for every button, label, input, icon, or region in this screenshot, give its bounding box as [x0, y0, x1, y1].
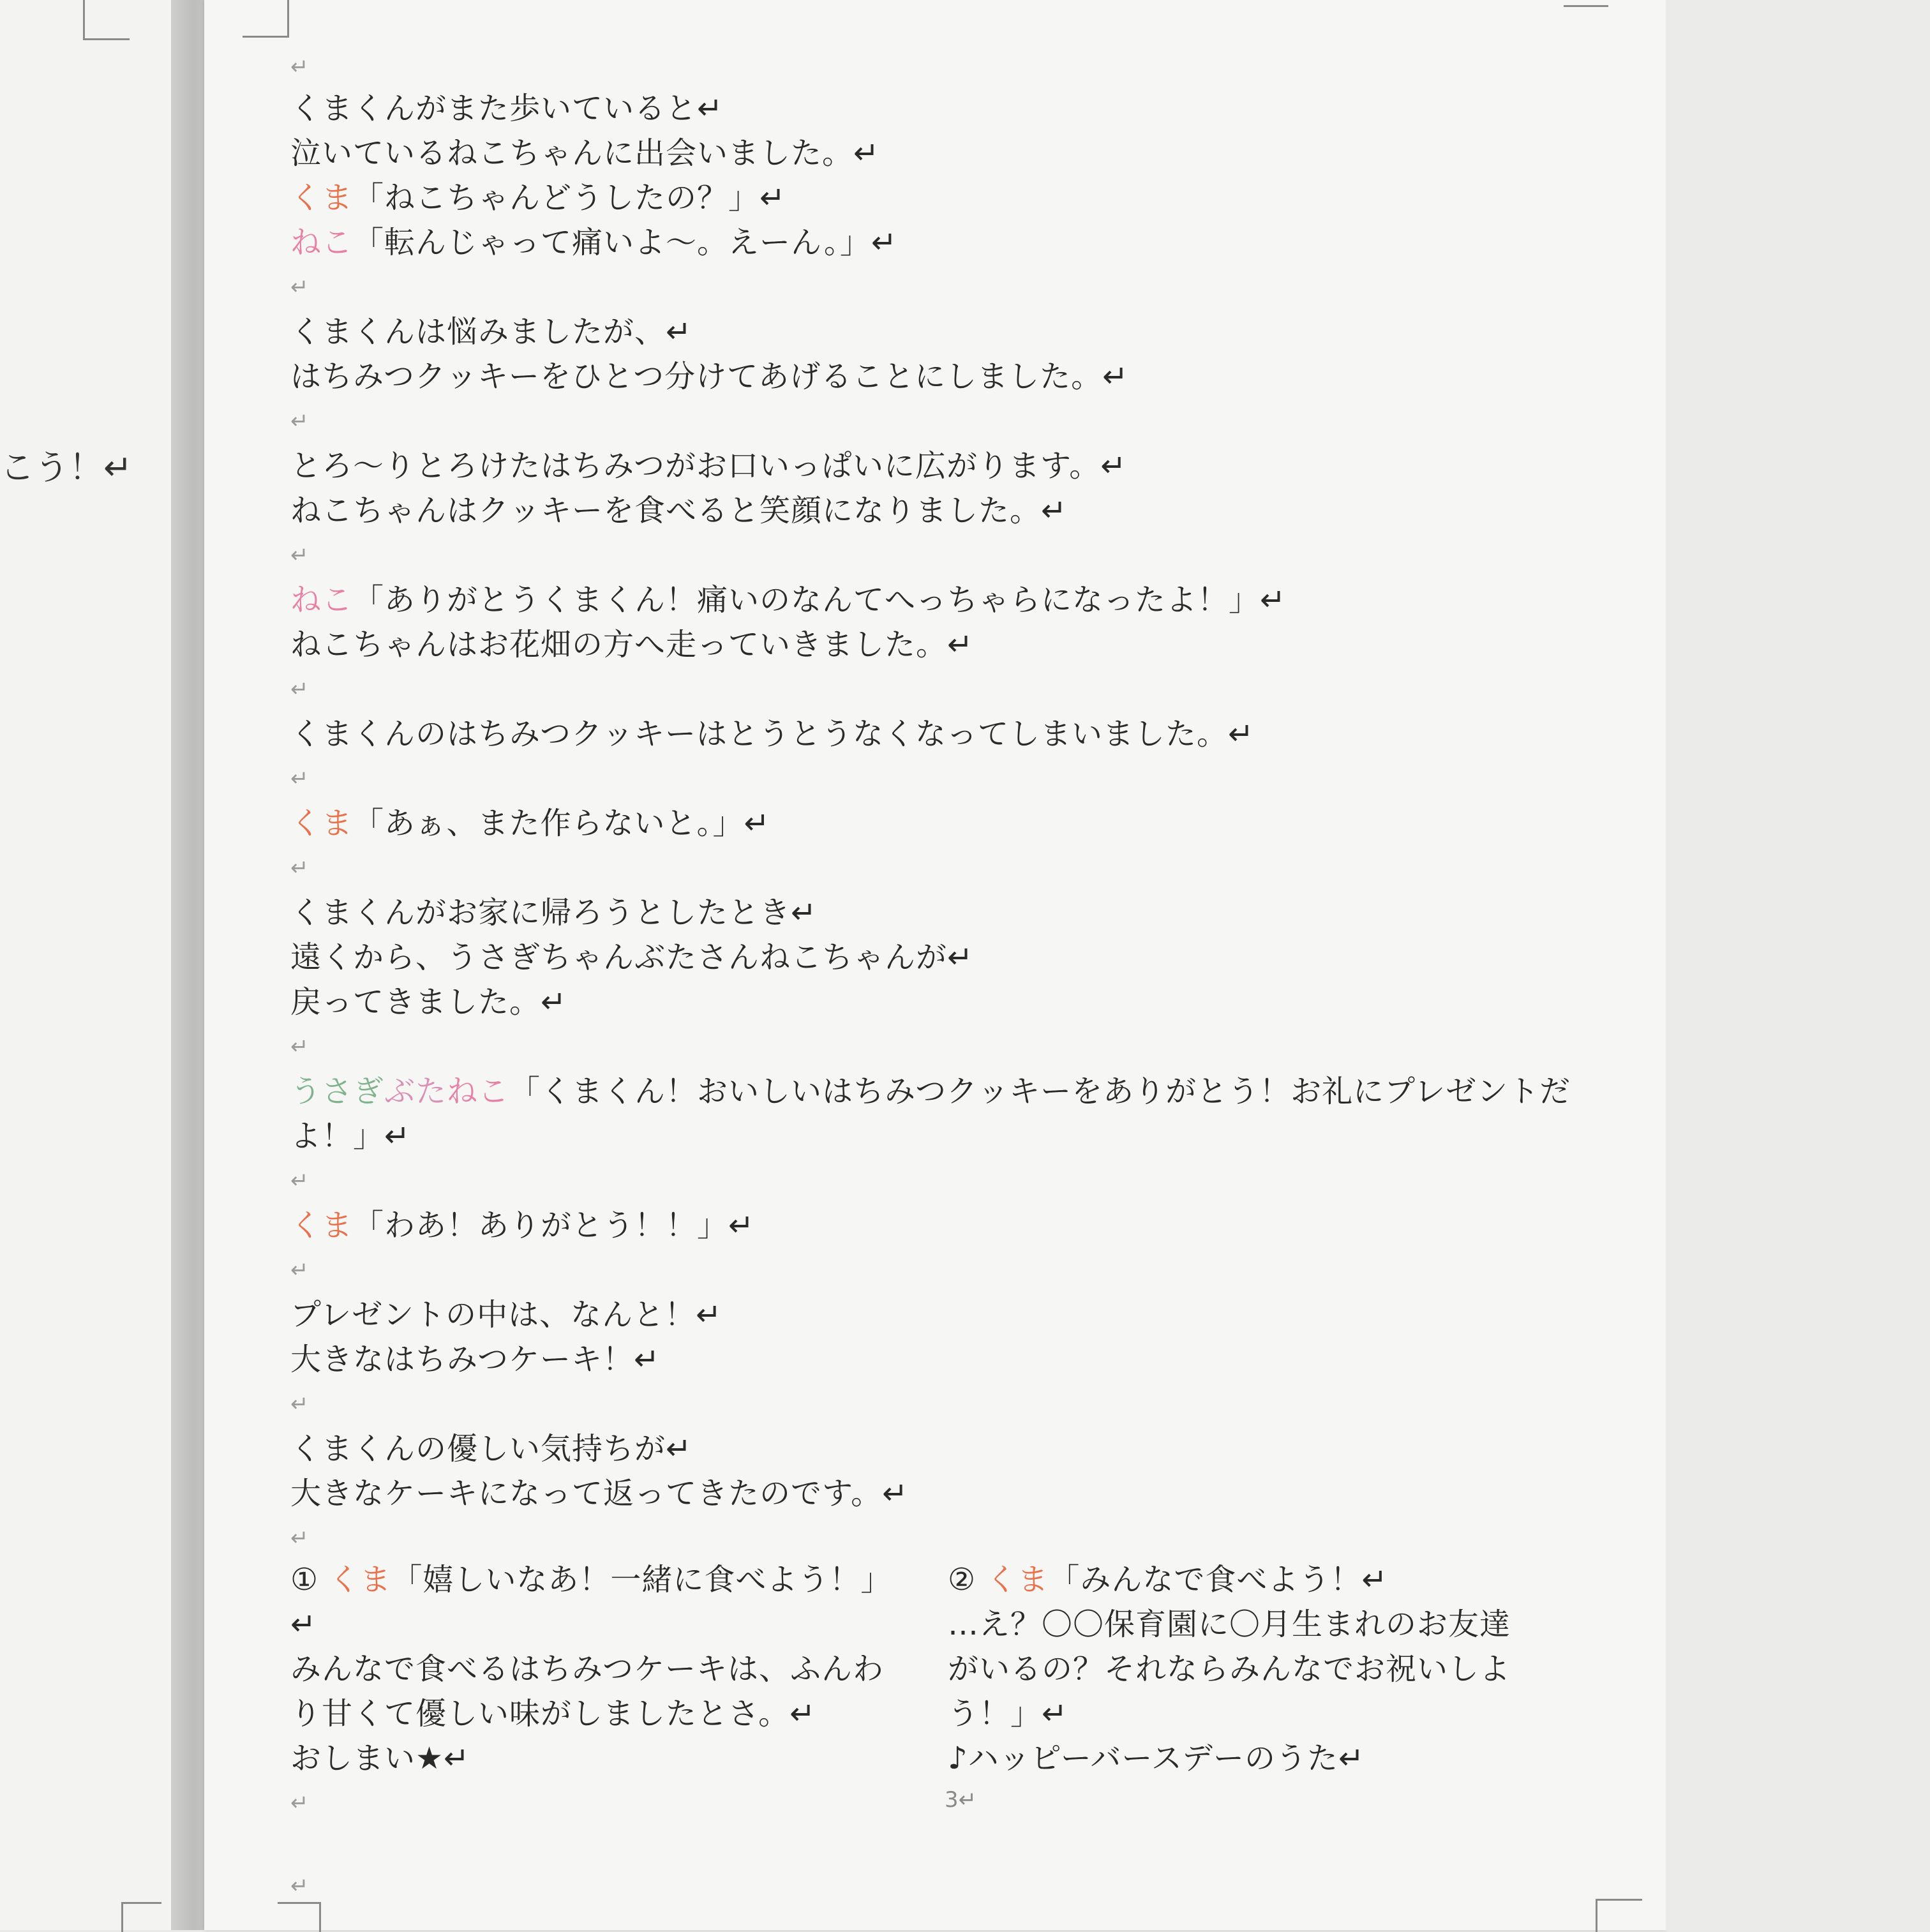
- empty-paragraph-mark: ↵: [290, 543, 310, 568]
- empty-paragraph-mark: ↵: [290, 1257, 310, 1283]
- speaker-buta: ぶた: [384, 1074, 447, 1109]
- crop-mark: [83, 0, 130, 40]
- empty-paragraph-mark: ↵: [290, 54, 310, 80]
- option-number: ②: [948, 1562, 976, 1598]
- section-break-mark: 3↵: [945, 1787, 977, 1813]
- dialogue-text: 「転んじゃって痛いよ～。えーん。」↵: [353, 225, 898, 260]
- text-line: 大きなはちみつケーキ！↵: [290, 1342, 661, 1377]
- dialogue-text: 「わあ！ありがとう！！」↵: [353, 1208, 755, 1243]
- dialogue-text: 「ねこちゃんどうしたの？」↵: [353, 180, 786, 216]
- speaker-neko: ねこ: [290, 582, 354, 618]
- text-line: よ！」↵: [290, 1118, 411, 1154]
- option-number: ①: [290, 1562, 319, 1598]
- empty-paragraph-mark: ↵: [290, 1525, 310, 1551]
- text-line: 大きなケーキになって返ってきたのです。↵: [290, 1476, 909, 1511]
- empty-paragraph-mark: ↵: [290, 1168, 310, 1194]
- empty-paragraph-mark: ↵: [290, 677, 310, 702]
- crop-mark: [243, 0, 289, 38]
- dialogue-line: [290, 220, 1631, 265]
- dialogue-line: [290, 1203, 1631, 1248]
- dialogue-text: 「あぁ、また作らないと。」↵: [353, 805, 770, 841]
- dialogue-text: 「ありがとうくまくん！痛いのなんてへっちゃらになったよ！」↵: [353, 582, 1287, 618]
- dialogue-text: 「みんなで食べよう！↵: [1049, 1562, 1388, 1598]
- crop-mark: [121, 1902, 161, 1932]
- empty-paragraph-mark: ↵: [290, 1034, 310, 1060]
- dialogue-line: [290, 1557, 903, 1647]
- crop-mark: [1564, 0, 1608, 7]
- text-line: くまくんのはちみつクッキーはとうとうなくなってしまいました。↵: [290, 716, 1255, 752]
- speaker-kuma: くま: [986, 1562, 1049, 1598]
- text-line: おしまい★↵: [290, 1741, 470, 1776]
- text-line: くまくんの優しい気持ちが↵: [290, 1431, 692, 1467]
- text-line: ♪ハッピーバースデーのうた↵: [948, 1741, 1365, 1776]
- empty-paragraph-mark: ↵: [290, 408, 310, 434]
- text-line: り甘くて優しい味がしましたとさ。↵: [290, 1696, 816, 1732]
- speaker-neko: ねこ: [447, 1074, 510, 1109]
- text-line: 遠くから、うさぎちゃんぶたさんねこちゃんが↵: [290, 940, 974, 975]
- text-line: みんなで食べるはちみつケーキは、ふんわ: [290, 1651, 885, 1687]
- dialogue-line: [290, 176, 1631, 220]
- text-line: くまくんがお家に帰ろうとしたとき↵: [290, 895, 818, 931]
- dialogue-line: [290, 1069, 1631, 1114]
- crop-mark: [1596, 1899, 1642, 1932]
- text-line: 泣いているねこちゃんに出会いました。↵: [290, 135, 880, 171]
- text-line: とろ～りとろけたはちみつがお口いっぱいに広がります。↵: [290, 448, 1127, 484]
- dialogue-text: 「くまくん！おいしいはちみつクッキーをありがとう！お礼にプレゼントだ: [509, 1074, 1571, 1109]
- text-line: う！」↵: [948, 1696, 1068, 1732]
- empty-paragraph-mark: ↵: [290, 274, 310, 300]
- text-line: ねこちゃんはクッキーを食べると笑顔になりました。↵: [290, 493, 1068, 528]
- empty-paragraph-mark: ↵: [290, 766, 310, 791]
- speaker-kuma: くま: [290, 1208, 354, 1243]
- dialogue-line: [948, 1557, 1560, 1602]
- speaker-kuma: くま: [329, 1562, 392, 1598]
- speaker-kuma: くま: [290, 180, 354, 216]
- text-line: プレゼントの中は、なんと！↵: [290, 1297, 722, 1333]
- speaker-usagi: うさぎ: [290, 1074, 385, 1109]
- text-line: はちみつクッキーをひとつ分けてあげることにしました。↵: [290, 359, 1129, 394]
- workspace-background: [1666, 0, 1930, 1930]
- text-line: ねこちゃんはお花畑の方へ走っていきました。↵: [290, 627, 974, 663]
- document-body[interactable]: [290, 48, 1631, 1561]
- empty-paragraph-mark: ↵: [290, 1873, 310, 1899]
- speaker-neko: ねこ: [290, 225, 354, 260]
- text-line: がいるの？それならみんなでお祝いしよ: [948, 1651, 1511, 1687]
- dialogue-line: [290, 801, 1631, 846]
- ending-option-1: [290, 1557, 903, 1908]
- document-page[interactable]: [204, 0, 1666, 1930]
- text-line: 戻ってきました。↵: [290, 984, 567, 1020]
- previous-page-text: こう！↵: [0, 447, 133, 488]
- empty-paragraph-mark: ↵: [290, 1391, 310, 1417]
- empty-paragraph-mark: ↵: [290, 1790, 310, 1816]
- previous-page: [0, 0, 171, 1930]
- text-line: くまくんがまた歩いていると↵: [290, 91, 724, 126]
- text-line: くまくんは悩みましたが、↵: [290, 314, 692, 350]
- text-line: …え？〇〇保育園に〇月生まれのお友達: [948, 1606, 1511, 1642]
- dialogue-text: 「嬉しいなあ！一緒に食べよう！」↵: [290, 1562, 892, 1642]
- empty-paragraph-mark: ↵: [290, 855, 310, 881]
- speaker-kuma: くま: [290, 805, 354, 841]
- ending-option-2: [948, 1557, 1560, 1781]
- dialogue-line: [290, 578, 1631, 622]
